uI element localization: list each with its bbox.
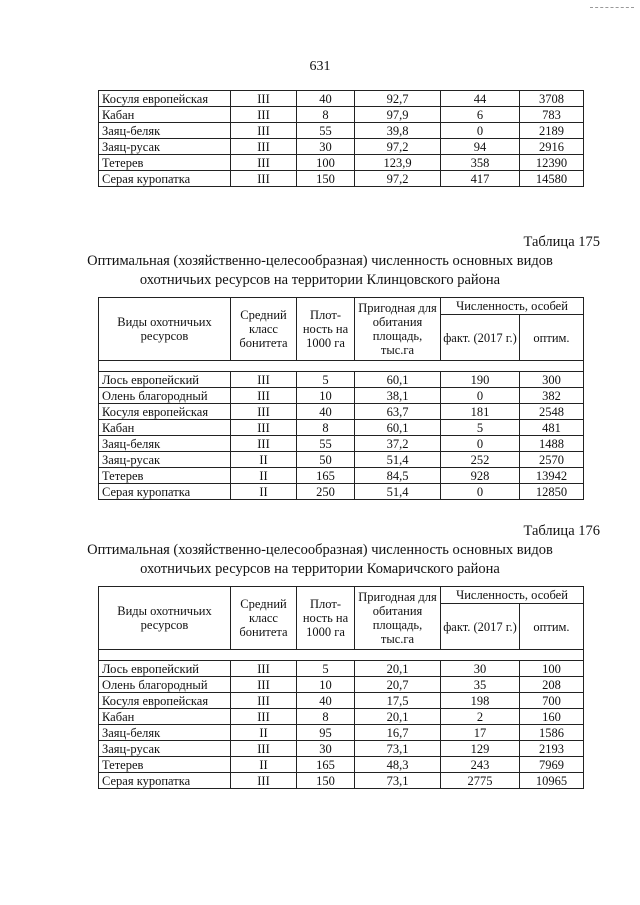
header-density: Плот- ность на 1000 га	[297, 298, 355, 361]
value-cell: 382	[520, 388, 584, 404]
value-cell: 358	[441, 155, 520, 171]
value-cell: 0	[441, 436, 520, 452]
value-cell: 20,1	[355, 709, 441, 725]
value-cell: 150	[297, 171, 355, 187]
table175-label: Таблица 175	[523, 234, 600, 250]
table-row	[99, 757, 584, 773]
value-cell: 481	[520, 420, 584, 436]
table175-body	[99, 372, 584, 500]
value-cell: 10	[297, 677, 355, 693]
value-cell: III	[231, 91, 297, 107]
value-cell: 8	[297, 709, 355, 725]
value-cell: III	[231, 123, 297, 139]
value-cell: 17	[441, 725, 520, 741]
species-cell: Кабан	[99, 107, 231, 123]
species-cell: Заяц-русак	[99, 452, 231, 468]
value-cell: 10965	[520, 773, 584, 789]
value-cell: 417	[441, 171, 520, 187]
value-cell: 13942	[520, 468, 584, 484]
value-cell: 7969	[520, 757, 584, 773]
value-cell: II	[231, 757, 297, 773]
header-abundance: Численность, особей	[441, 587, 584, 604]
value-cell: 94	[441, 139, 520, 155]
value-cell: 243	[441, 757, 520, 773]
value-cell: II	[231, 468, 297, 484]
species-cell: Заяц-беляк	[99, 123, 231, 139]
table176-body	[99, 661, 584, 789]
value-cell: 73,1	[355, 773, 441, 789]
species-cell: Тетерев	[99, 757, 231, 773]
value-cell: III	[231, 404, 297, 420]
table-row	[99, 484, 584, 500]
value-cell: 1586	[520, 725, 584, 741]
table-row	[99, 372, 584, 388]
value-cell: 150	[297, 773, 355, 789]
species-cell: Лось европейский	[99, 372, 231, 388]
species-cell: Олень благородный	[99, 388, 231, 404]
value-cell: III	[231, 693, 297, 709]
species-cell: Косуля европейская	[99, 91, 231, 107]
value-cell: III	[231, 171, 297, 187]
table-row	[99, 420, 584, 436]
value-cell: 0	[441, 484, 520, 500]
value-cell: 60,1	[355, 420, 441, 436]
table-row	[99, 725, 584, 741]
value-cell: 40	[297, 693, 355, 709]
table-row	[99, 773, 584, 789]
table-row	[99, 693, 584, 709]
value-cell: 252	[441, 452, 520, 468]
table175-title-line1: Оптимальная (хозяйственно-целесообразная) численность основных видов	[87, 253, 553, 269]
species-cell: Заяц-русак	[99, 139, 231, 155]
value-cell: 51,4	[355, 452, 441, 468]
value-cell: 5	[441, 420, 520, 436]
value-cell: 783	[520, 107, 584, 123]
value-cell: 3708	[520, 91, 584, 107]
continuation-table-body	[99, 91, 584, 187]
table-row	[99, 123, 584, 139]
value-cell: 2775	[441, 773, 520, 789]
table-row	[99, 155, 584, 171]
continuation-table	[98, 90, 584, 187]
table176-title-line2: охотничьих ресурсов на территории Комаричского района	[140, 561, 500, 577]
species-cell: Заяц-русак	[99, 741, 231, 757]
species-cell: Тетерев	[99, 155, 231, 171]
header-fact: факт. (2017 г.)	[441, 315, 520, 361]
value-cell: 35	[441, 677, 520, 693]
table176-title-line1: Оптимальная (хозяйственно-целесообразная) численность основных видов	[87, 542, 553, 558]
species-cell: Олень благородный	[99, 677, 231, 693]
value-cell: 17,5	[355, 693, 441, 709]
value-cell: III	[231, 107, 297, 123]
table-row	[99, 677, 584, 693]
value-cell: 30	[297, 741, 355, 757]
species-cell: Серая куропатка	[99, 773, 231, 789]
table176	[98, 586, 584, 789]
value-cell: 250	[297, 484, 355, 500]
value-cell: 73,1	[355, 741, 441, 757]
value-cell: 5	[297, 661, 355, 677]
value-cell: III	[231, 741, 297, 757]
species-cell: Серая куропатка	[99, 171, 231, 187]
value-cell: 0	[441, 388, 520, 404]
value-cell: 2189	[520, 123, 584, 139]
value-cell: III	[231, 436, 297, 452]
value-cell: 39,8	[355, 123, 441, 139]
table-row	[99, 171, 584, 187]
table-row	[99, 107, 584, 123]
value-cell: II	[231, 725, 297, 741]
value-cell: 8	[297, 107, 355, 123]
value-cell: 40	[297, 91, 355, 107]
table-row	[99, 741, 584, 757]
scan-corner-mark	[590, 7, 634, 8]
value-cell: III	[231, 420, 297, 436]
header-abundance: Численность, особей	[441, 298, 584, 315]
value-cell: 84,5	[355, 468, 441, 484]
value-cell: 129	[441, 741, 520, 757]
species-cell: Заяц-беляк	[99, 725, 231, 741]
header-optimal: оптим.	[520, 604, 584, 650]
value-cell: 700	[520, 693, 584, 709]
value-cell: 97,9	[355, 107, 441, 123]
value-cell: 5	[297, 372, 355, 388]
value-cell: III	[231, 709, 297, 725]
value-cell: 38,1	[355, 388, 441, 404]
value-cell: III	[231, 388, 297, 404]
value-cell: 97,2	[355, 171, 441, 187]
value-cell: 181	[441, 404, 520, 420]
table-row	[99, 91, 584, 107]
value-cell: 160	[520, 709, 584, 725]
species-cell: Тетерев	[99, 468, 231, 484]
value-cell: 165	[297, 468, 355, 484]
value-cell: 190	[441, 372, 520, 388]
value-cell: 12850	[520, 484, 584, 500]
species-cell: Заяц-беляк	[99, 436, 231, 452]
table-row	[99, 388, 584, 404]
value-cell: III	[231, 677, 297, 693]
page-number: 631	[309, 59, 331, 74]
species-cell: Кабан	[99, 420, 231, 436]
value-cell: 51,4	[355, 484, 441, 500]
species-cell: Лось европейский	[99, 661, 231, 677]
table-row	[99, 139, 584, 155]
species-cell: Косуля европейская	[99, 404, 231, 420]
species-cell: Косуля европейская	[99, 693, 231, 709]
header-optimal: оптим.	[520, 315, 584, 361]
value-cell: 20,1	[355, 661, 441, 677]
table-row	[99, 452, 584, 468]
value-cell: 44	[441, 91, 520, 107]
table175-title-line2: охотничьих ресурсов на территории Клинцовского района	[139, 272, 501, 288]
value-cell: III	[231, 155, 297, 171]
value-cell: III	[231, 372, 297, 388]
value-cell: III	[231, 661, 297, 677]
value-cell: 123,9	[355, 155, 441, 171]
value-cell: 1488	[520, 436, 584, 452]
value-cell: 2	[441, 709, 520, 725]
value-cell: 12390	[520, 155, 584, 171]
header-species: Виды охотничьих ресурсов	[99, 587, 231, 650]
table-row	[99, 709, 584, 725]
header-area: Пригодная для обитания площадь, тыс.га	[355, 298, 441, 361]
table176-label: Таблица 176	[523, 523, 600, 539]
value-cell: 100	[520, 661, 584, 677]
value-cell: 10	[297, 388, 355, 404]
header-fact: факт. (2017 г.)	[441, 604, 520, 650]
header-species: Виды охотничьих ресурсов	[99, 298, 231, 361]
value-cell: 92,7	[355, 91, 441, 107]
header-area: Пригодная для обитания площадь, тыс.га	[355, 587, 441, 650]
value-cell: II	[231, 484, 297, 500]
value-cell: 8	[297, 420, 355, 436]
value-cell: 208	[520, 677, 584, 693]
value-cell: 97,2	[355, 139, 441, 155]
species-cell: Кабан	[99, 709, 231, 725]
table-row	[99, 661, 584, 677]
value-cell: 20,7	[355, 677, 441, 693]
value-cell: 40	[297, 404, 355, 420]
value-cell: 37,2	[355, 436, 441, 452]
value-cell: 30	[441, 661, 520, 677]
value-cell: 6	[441, 107, 520, 123]
value-cell: 198	[441, 693, 520, 709]
value-cell: 2570	[520, 452, 584, 468]
value-cell: 48,3	[355, 757, 441, 773]
value-cell: 2548	[520, 404, 584, 420]
value-cell: 55	[297, 436, 355, 452]
value-cell: 165	[297, 757, 355, 773]
header-bonitet: Средний класс бонитета	[231, 298, 297, 361]
value-cell: 2193	[520, 741, 584, 757]
value-cell: 0	[441, 123, 520, 139]
value-cell: 50	[297, 452, 355, 468]
value-cell: 63,7	[355, 404, 441, 420]
species-cell: Серая куропатка	[99, 484, 231, 500]
value-cell: III	[231, 139, 297, 155]
value-cell: III	[231, 773, 297, 789]
value-cell: 100	[297, 155, 355, 171]
table175	[98, 297, 584, 500]
value-cell: 928	[441, 468, 520, 484]
value-cell: 95	[297, 725, 355, 741]
value-cell: 300	[520, 372, 584, 388]
table-row	[99, 436, 584, 452]
header-bonitet: Средний класс бонитета	[231, 587, 297, 650]
table-row	[99, 404, 584, 420]
value-cell: 16,7	[355, 725, 441, 741]
header-density: Плот- ность на 1000 га	[297, 587, 355, 650]
value-cell: 60,1	[355, 372, 441, 388]
value-cell: II	[231, 452, 297, 468]
value-cell: 2916	[520, 139, 584, 155]
table-row	[99, 468, 584, 484]
value-cell: 55	[297, 123, 355, 139]
value-cell: 30	[297, 139, 355, 155]
value-cell: 14580	[520, 171, 584, 187]
